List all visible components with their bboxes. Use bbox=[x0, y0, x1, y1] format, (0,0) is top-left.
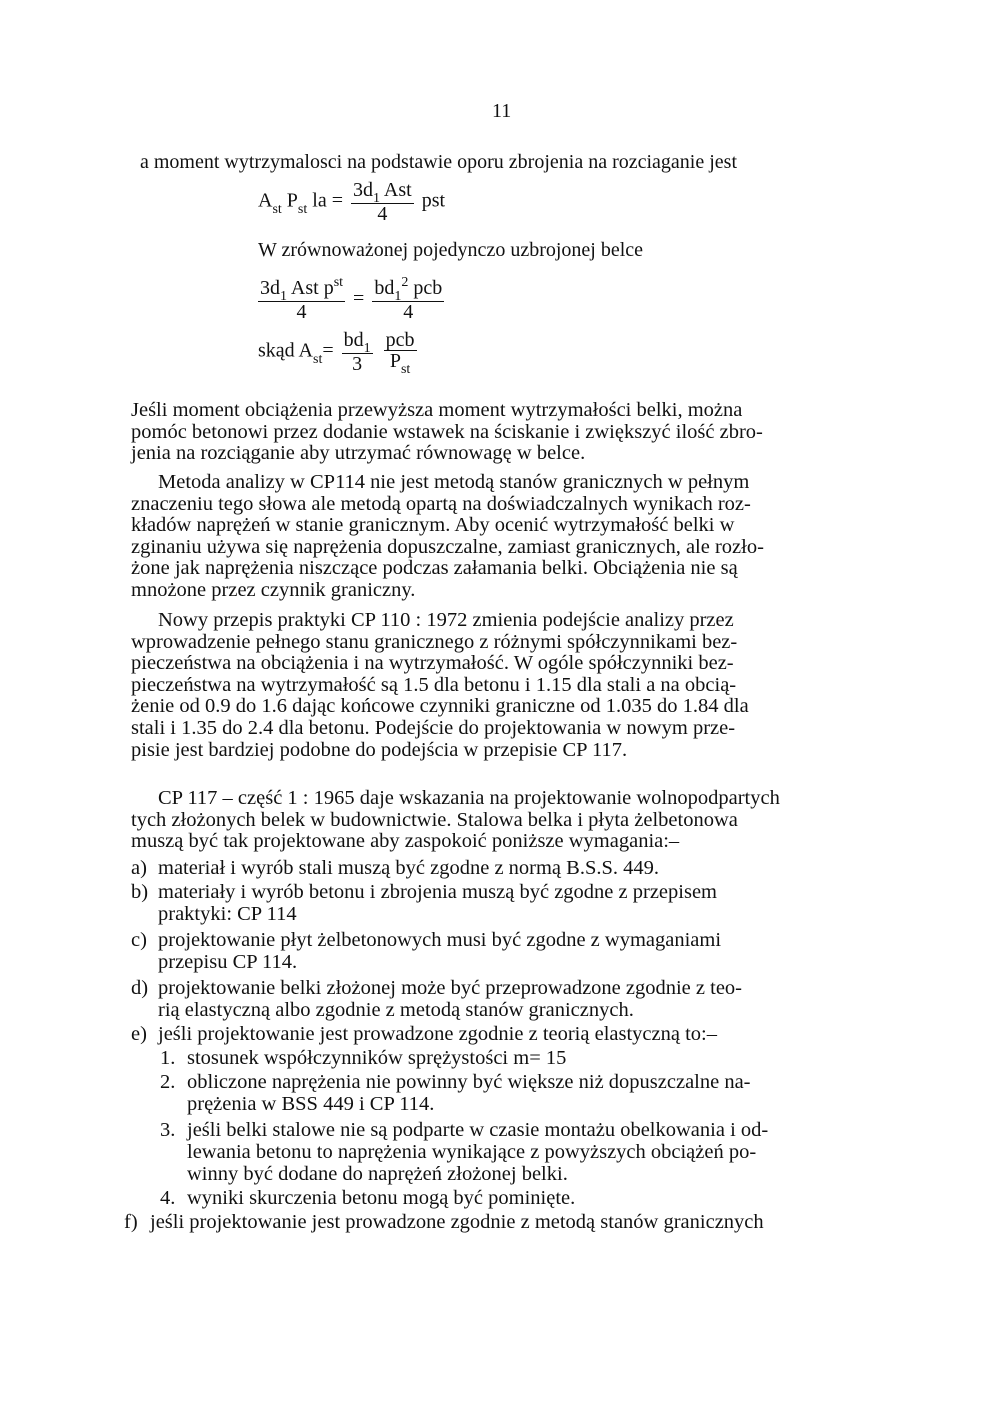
equation-area: skąd $A_{st}=$ $\frac{bd_1}{3}$ $\frac{\text{pcb}}{P_{st}}$ bbox=[258, 329, 415, 377]
page-number: 11 bbox=[492, 100, 512, 122]
equation-moment: $A_{st}$ $P_{st}$ la = $\frac{3d_1 Ast}{4}$ pst bbox=[258, 179, 446, 225]
paragraph-3: Nowy przepis praktyki CP 110 : 1972 zmienia podejście analizy przez wprowadzenie pełnego stanu granicznego z różnymi spółczynnikami bez- pieczeństwa na obciążenia i na wytrzymałość. W ogóle spółczynniki bez- pieczeństwa na wytrzymałość są 1.5 dla betonu i 1.15 dla stali a na obcią- żenie od 0.9 do 1.6 dając końcowe czynniki graniczne od 1.035 do 1.84 dla stali i 1.35 do 2.4 dla betonu. Podejście do projektowania w nowym prze- pisie jest bardziej podobne do podejścia w przepisie CP 117. bbox=[131, 609, 749, 761]
equation-balance: $\frac{3d_1 Ast p^{st}}{4}$ = $\frac{bd_1^2 pcb}{4}$ bbox=[260, 275, 443, 323]
paragraph-1: Jeśli moment obciążenia przewyższa moment wytrzymałości belki, można pomóc betonowi przez dodanie wstawek na ściskanie i zwiększyć ilość zbro- jenia na rozciąganie aby utrzymać równowagę w belce. bbox=[131, 399, 763, 465]
paragraph-4: CP 117 – część 1 : 1965 daje wskazania na projektowanie wolnopodpartych tych złożonych belek w budownictwie. Stalowa belka i płyta żelbetonowa muszą być tak projektowane aby zaspokoić poniższe wymagania:– bbox=[131, 787, 780, 853]
intro-line: a moment wytrzymalosci na podstawie oporu zbrojenia na rozciaganie jest bbox=[140, 151, 738, 173]
balanced-beam-line: W zrównoważonej pojedynczo uzbrojonej belce bbox=[258, 239, 644, 261]
paragraph-2: Metoda analizy w CP114 nie jest metodą stanów granicznych w pełnym znaczeniu tego słowa ale metodą opartą na doświadczalnych wynikach roz- kładów naprężeń w stanie granicznym. Aby ocenić wytrzymałość belki w zginaniu używa się naprężenia dopuszczalne, zamiast granicznych, ale rozło- żone jak naprężenia niszczące podczas załamania belki. Obciążenia nie są mnożone przez czynnik graniczny. bbox=[131, 471, 764, 601]
